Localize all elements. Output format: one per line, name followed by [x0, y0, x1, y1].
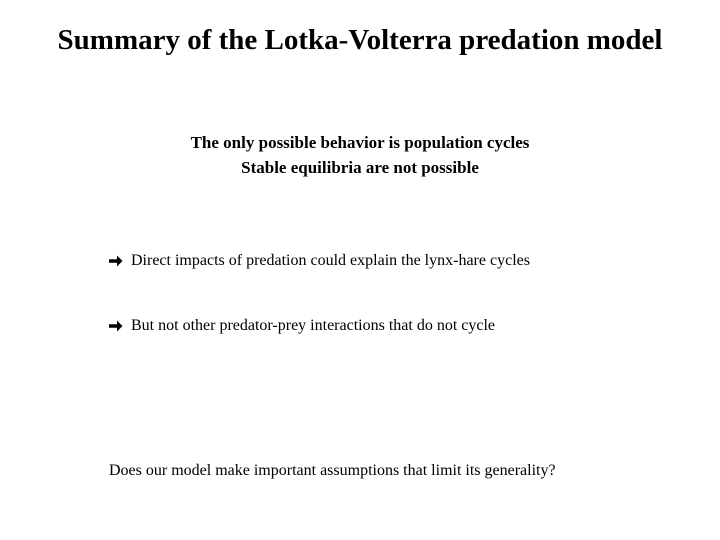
summary-line-equilibria: Stable equilibria are not possible — [241, 158, 479, 177]
summary-block — [0, 130, 720, 180]
bullet-item-lynx-hare — [109, 252, 530, 270]
bullet-item-no-cycle — [109, 317, 495, 335]
summary-line-cycles: The only possible behavior is population cycles — [190, 133, 530, 152]
slide-title: Summary of the Lotka-Volterra predation model — [57, 24, 663, 56]
bullet-text: Direct impacts of predation could explain the lynx-hare cycles — [131, 252, 530, 269]
bullet-text: But not other predator-prey interactions that do not cycle — [131, 317, 496, 334]
right-arrow-icon — [109, 320, 123, 332]
right-arrow-icon — [109, 255, 123, 267]
closing-question: Does our model make important assumptions that limit its generality? — [109, 462, 556, 479]
